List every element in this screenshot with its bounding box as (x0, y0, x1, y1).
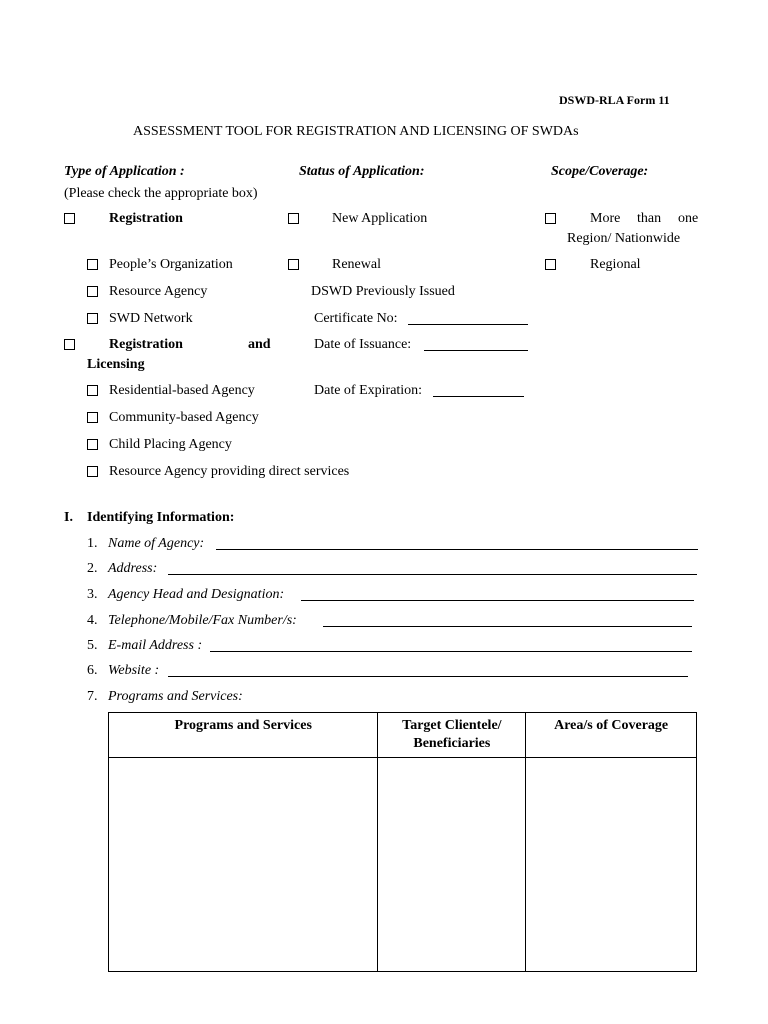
agency-head-line[interactable] (301, 600, 694, 601)
previously-issued-label: DSWD Previously Issued (311, 284, 455, 299)
section-heading: Identifying Information: (87, 510, 235, 525)
community-based-agency-checkbox[interactable] (87, 412, 98, 423)
swd-network-checkbox[interactable] (87, 313, 98, 324)
certificate-no-label: Certificate No: (314, 311, 398, 326)
registration-checkbox[interactable] (64, 213, 75, 224)
peoples-organization-checkbox[interactable] (87, 259, 98, 270)
resource-agency-direct-services-checkbox[interactable] (87, 466, 98, 477)
type-of-application-note: (Please check the appropriate box) (64, 186, 258, 201)
name-of-agency-label: Name of Agency: (108, 536, 205, 551)
section-numeral: I. (64, 510, 73, 525)
item-num-7: 7. (87, 689, 98, 704)
registration-label: Registration (109, 211, 183, 226)
address-line[interactable] (168, 574, 697, 575)
residential-based-agency-label: Residential-based Agency (109, 383, 255, 398)
more-than-one-word1: More (590, 211, 621, 226)
target-clientele-header: Target Clientele/ Beneficiaries (378, 713, 526, 758)
reg-licensing-word3: Licensing (87, 357, 145, 372)
child-placing-agency-label: Child Placing Agency (109, 437, 232, 452)
regional-checkbox[interactable] (545, 259, 556, 270)
area-coverage-cell[interactable] (526, 758, 697, 972)
resource-agency-checkbox[interactable] (87, 286, 98, 297)
new-application-label: New Application (332, 211, 428, 226)
status-of-application-heading: Status of Application: (299, 164, 425, 179)
website-line[interactable] (168, 676, 688, 677)
residential-based-agency-checkbox[interactable] (87, 385, 98, 396)
item-num-3: 3. (87, 587, 98, 602)
more-than-one-word2: than (637, 211, 662, 226)
resource-agency-direct-services-label: Resource Agency providing direct services (109, 464, 350, 479)
reg-licensing-word1: Registration (109, 337, 183, 352)
programs-table (108, 712, 697, 972)
community-based-agency-label: Community-based Agency (109, 410, 259, 425)
agency-head-label: Agency Head and Designation: (108, 587, 285, 602)
telephone-line[interactable] (323, 626, 692, 627)
swd-network-label: SWD Network (109, 311, 193, 326)
date-of-issuance-label: Date of Issuance: (314, 337, 412, 352)
page-title: ASSESSMENT TOOL FOR REGISTRATION AND LICENSING OF SWDAs (133, 124, 579, 139)
renewal-checkbox[interactable] (288, 259, 299, 270)
registration-and-licensing-checkbox[interactable] (64, 339, 75, 350)
region-nationwide-label: Region/ Nationwide (567, 231, 681, 246)
item-num-1: 1. (87, 536, 98, 551)
regional-label: Regional (590, 257, 641, 272)
resource-agency-label: Resource Agency (109, 284, 208, 299)
programs-services-cell[interactable] (109, 758, 378, 972)
email-line[interactable] (210, 651, 692, 652)
programs-services-header: Programs and Services (109, 713, 378, 758)
programs-table-row (109, 758, 697, 972)
certificate-no-line[interactable] (408, 324, 528, 325)
item-num-2: 2. (87, 561, 98, 576)
item-num-5: 5. (87, 638, 98, 653)
reg-licensing-word2: and (248, 337, 271, 352)
more-than-one-word3: one (678, 211, 699, 226)
programs-services-label: Programs and Services: (108, 689, 243, 704)
email-label: E-mail Address : (108, 638, 203, 653)
child-placing-agency-checkbox[interactable] (87, 439, 98, 450)
website-label: Website : (108, 663, 160, 678)
programs-table-header-row (109, 713, 697, 758)
peoples-organization-label: People’s Organization (109, 257, 233, 272)
area-coverage-header: Area/s of Coverage (526, 713, 697, 758)
more-than-one-region-checkbox[interactable] (545, 213, 556, 224)
item-num-4: 4. (87, 613, 98, 628)
type-of-application-heading: Type of Application : (64, 164, 185, 179)
address-label: Address: (108, 561, 158, 576)
target-clientele-cell[interactable] (378, 758, 526, 972)
renewal-label: Renewal (332, 257, 381, 272)
date-of-issuance-line[interactable] (424, 350, 528, 351)
date-of-expiration-label: Date of Expiration: (314, 383, 423, 398)
telephone-label: Telephone/Mobile/Fax Number/s: (108, 613, 297, 628)
item-num-6: 6. (87, 663, 98, 678)
name-of-agency-line[interactable] (216, 549, 698, 550)
scope-coverage-heading: Scope/Coverage: (551, 164, 649, 179)
form-id: DSWD-RLA Form 11 (559, 93, 670, 107)
new-application-checkbox[interactable] (288, 213, 299, 224)
date-of-expiration-line[interactable] (433, 396, 524, 397)
